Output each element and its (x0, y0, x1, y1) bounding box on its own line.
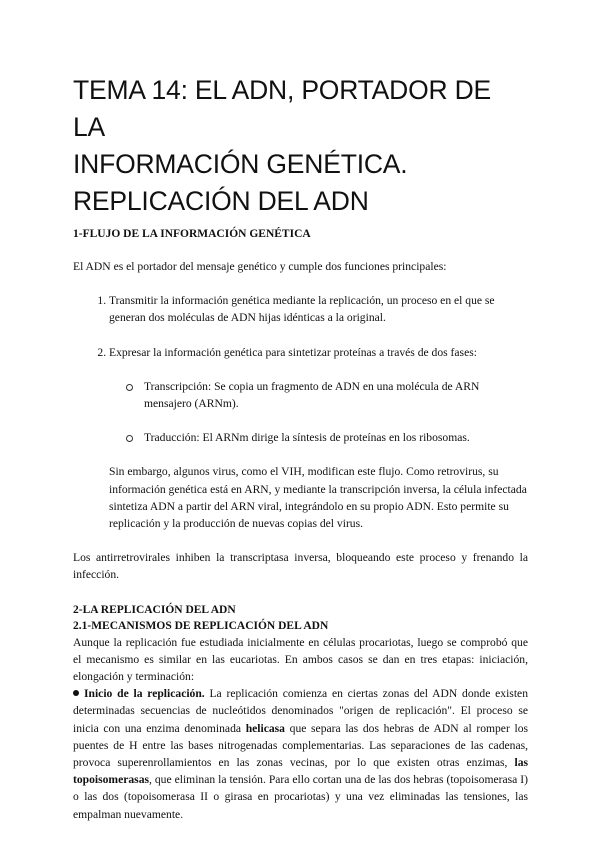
initiation-text-2: que separa las dos hebras de ADN al romper los puentes de H entre las bases nitrogenadas complementarias. Las separaciones de las cadenas, provoca superenrollamientos en las zonas vecinas, por lo que existen otras enzimas, (73, 721, 529, 770)
circle-bullet-icon (126, 384, 133, 391)
title-line-1: TEMA 14: EL ADN, PORTADOR DE LA (73, 75, 492, 142)
initiation-paragraph (73, 685, 528, 823)
circle-bullet-icon (126, 435, 133, 442)
list-item (109, 344, 528, 447)
sub-list-item (144, 378, 528, 412)
title-line-3: REPLICACIÓN DEL ADN (73, 186, 369, 216)
section-1-intro: El ADN es el portador del mensaje genético y cumple dos funciones principales: (73, 260, 447, 273)
helicasa-term: helicasa (245, 721, 285, 735)
initiation-text-1: La replicación comienza en ciertas zonas del ADN donde existen determinadas secuencias de nucleótidos denominados "origen de replicación". El proceso se inicia con una enzima denominada (73, 687, 528, 735)
functions-list (73, 292, 528, 446)
page-title (73, 72, 528, 220)
phases-list (109, 378, 528, 447)
initiation-label: Inicio de la replicación. (84, 687, 205, 701)
sub-list-item-text: Transcripción: Se copia un fragmento de ADN en una molécula de ARN mensajero (ARNm). (144, 379, 480, 411)
virus-paragraph: Sin embargo, algunos virus, como el VIH, modifican este flujo. Como retrovirus, su información genética está en ARN, y mediante la transcripción inversa, la célula infectada sintetiza ADN a partir del ARN viral, integrándolo en su propio ADN. Esto permite su replicación y la producción de nuevas copias del virus. (109, 465, 527, 531)
replication-paragraph: Aunque la replicación fue estudiada inicialmente en células procariotas, luego se comprobó que el mecanismo es similar en las eucariotas. En ambos casos se dan en tres etapas: iniciación, elongación y terminación: (73, 635, 528, 684)
sub-list-item-text: Traducción: El ARNm dirige la síntesis de proteínas en los ribosomas. (144, 431, 470, 445)
section-1-heading: 1-FLUJO DE LA INFORMACIÓN GENÉTICA (73, 228, 311, 240)
title-line-2: INFORMACIÓN GENÉTICA. (73, 149, 408, 179)
list-item-text: Expresar la información genética para sintetizar proteínas a través de dos fases: (109, 345, 477, 359)
bullet-dot-icon (73, 690, 79, 696)
antiretroviral-paragraph: Los antirretrovirales inhiben la transcriptasa inversa, bloqueando este proceso y frenando la infección. (73, 551, 528, 582)
sub-list-item (144, 429, 528, 446)
document-page (73, 72, 528, 823)
section-2-1-heading: 2.1-MECANISMOS DE REPLICACIÓN DEL ADN (73, 619, 329, 632)
section-2-heading: 2-LA REPLICACIÓN DEL ADN (73, 603, 236, 616)
list-item-text: Transmitir la información genética mediante la replicación, un proceso en el que se generan dos moléculas de ADN hijas idénticas a la original. (109, 294, 495, 325)
initiation-text-3: , que eliminan la tensión. Para ello cortan una de las dos hebras (topoisomerasa I) o las dos (topoisomerasa II o girasa en procariotas) y una vez eliminadas las tensiones, las empalman nuevamente. (73, 773, 528, 821)
list-item (109, 292, 528, 326)
topoisomerasas-term: las topoisomerasas (73, 756, 528, 787)
